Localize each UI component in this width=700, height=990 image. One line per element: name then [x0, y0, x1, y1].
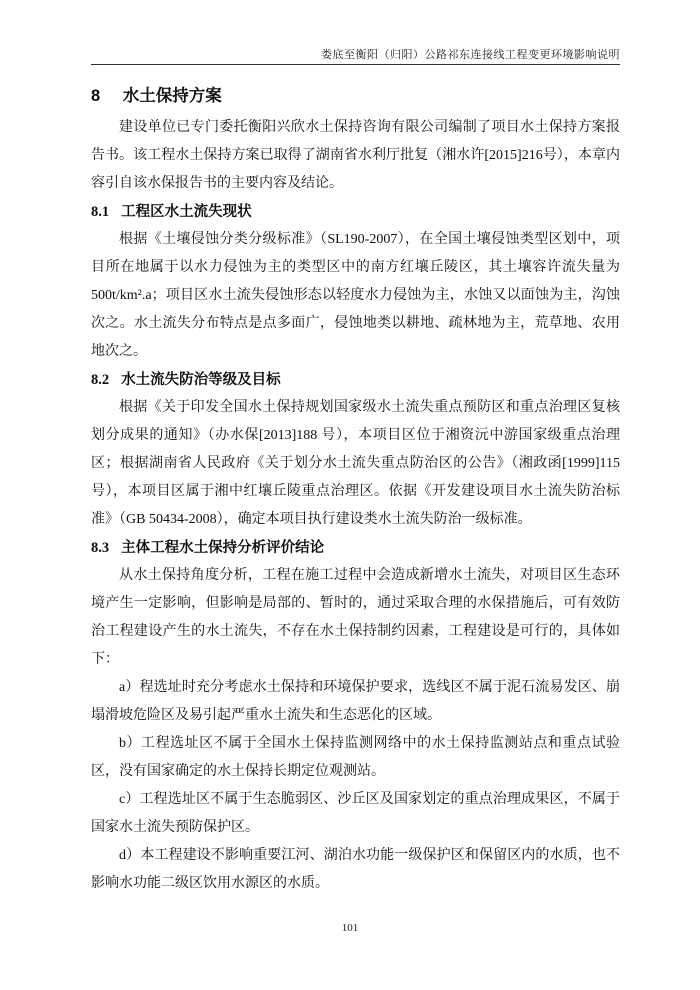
section-number: 8.1 — [91, 204, 110, 220]
paragraph-item-c: c）工程选址区不属于生态脆弱区、沙丘区及国家划定的重点治理成果区，不属于国家水土流失预防保护区。 — [91, 792, 620, 835]
page-number: 101 — [341, 922, 359, 934]
section-heading-8-3 — [91, 534, 620, 562]
header-rule — [91, 64, 620, 65]
section-title: 主体工程水土保持分析评价结论 — [121, 540, 325, 556]
section-title: 工程区水土流失现状 — [121, 204, 252, 220]
document-content — [91, 82, 620, 898]
paragraph-conclusion-intro: 从水土保持角度分析，工程在施工过程中会造成新增水土流失，对项目区生态环境产生一定影响，但影响是局部的、暂时的，通过采取合理的水保措施后，可有效防治工程建设产生的水土流失，不存在水土保持制约因素，工程建设是可行的，具体如下： — [91, 568, 620, 667]
paragraph-control-targets: 根据《关于印发全国水土保持规划国家级水土流失重点预防区和重点治理区复核划分成果的通知》（办水保[2013]188 号），本项目区位于湘资沅中游国家级重点治理区；根据湖南省人民政府《关于划分水土流失重点防治区的公告》（湘政函[1999]115号），本项目区属于湘中红壤丘陵重点治理区。依据《开发建设项目水土流失防治标准》（GB 50434-2008），确定本项目执行建设类水土流失防治一级标准。 — [91, 400, 620, 527]
chapter-title: 水土保持方案 — [122, 87, 222, 105]
paragraph-intro: 建设单位已专门委托衡阳兴欣水土保持咨询有限公司编制了项目水土保持方案报告书。该工程水土保持方案已取得了湖南省水利厅批复（湘水许[2015]216号），本章内容引自该水保报告书的主要内容及结论。 — [91, 120, 620, 191]
paragraph-item-d: d）本工程建设不影响重要江河、湖泊水功能一级保护区和保留区内的水质，也不影响水功能二级区饮用水源区的水质。 — [91, 848, 620, 891]
paragraph-item-b: b）工程选址区不属于全国水土保持监测网络中的水土保持监测站点和重点试验区，没有国家确定的水土保持长期定位观测站。 — [91, 736, 620, 779]
page-footer — [0, 922, 700, 934]
chapter-number: 8 — [91, 87, 101, 105]
section-number: 8.2 — [91, 372, 110, 388]
chapter-heading — [91, 82, 620, 110]
section-title: 水土流失防治等级及目标 — [121, 372, 281, 388]
section-heading-8-2 — [91, 366, 620, 394]
paragraph-erosion-status: 根据《土壤侵蚀分类分级标准》（SL190-2007），在全国土壤侵蚀类型区划中，项目所在地属于以水力侵蚀为主的类型区中的南方红壤丘陵区，其土壤容许流失量为500t/km².a；项目区水土流失侵蚀形态以轻度水力侵蚀为主，水蚀又以面蚀为主，沟蚀次之。水土流失分布特点是点多面广，侵蚀地类以耕地、疏林地为主，荒草地、农用地次之。 — [91, 232, 620, 359]
running-header-text: 娄底至衡阳（归阳）公路祁东连接线工程变更环境影响说明 — [321, 49, 620, 61]
page-header — [91, 46, 620, 62]
section-heading-8-1 — [91, 198, 620, 226]
paragraph-item-a: a）程选址时充分考虑水土保持和环境保护要求，选线区不属于泥石流易发区、崩塌滑坡危险区及易引起严重水土流失和生态恶化的区域。 — [91, 680, 620, 723]
section-number: 8.3 — [91, 540, 110, 556]
